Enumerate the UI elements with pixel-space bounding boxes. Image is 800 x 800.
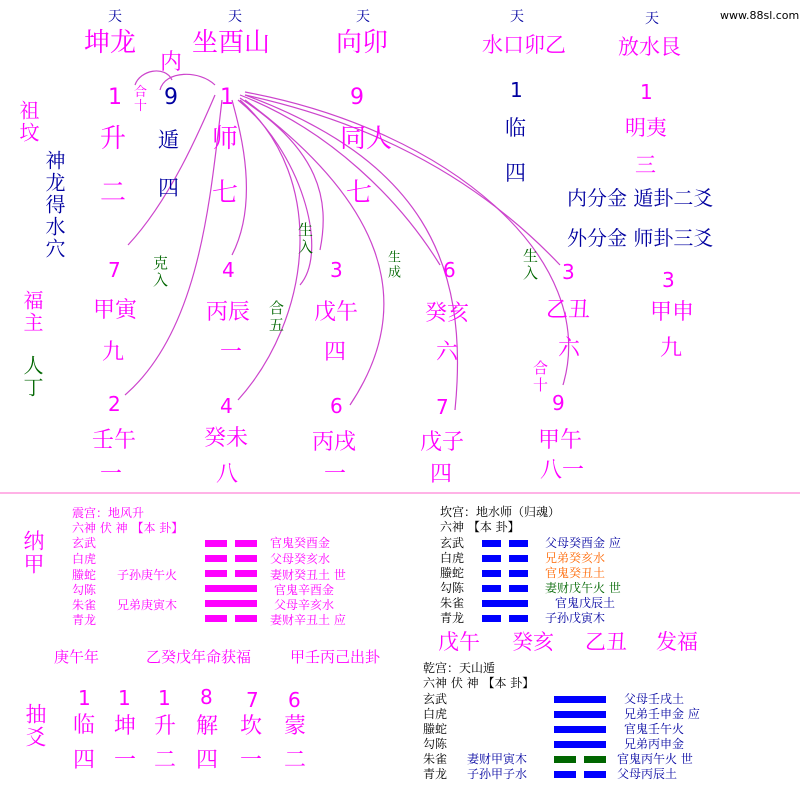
title-fangshui: 放水艮	[618, 35, 681, 59]
bot-y-4: 四	[430, 462, 453, 487]
qian-header: 六神 伏 神 【本 卦】	[423, 676, 535, 690]
tian-4: 天	[510, 9, 524, 25]
title-kunlong: 坤龙	[84, 28, 137, 58]
qian-god: 玄武	[423, 692, 448, 706]
zhen-line: 官鬼癸酉金	[270, 536, 331, 550]
year-a: 庚午年	[54, 648, 100, 666]
qian-line: 兄弟壬申金 应	[624, 707, 700, 721]
mark-hewu: 合五	[267, 300, 285, 334]
cy-y-1: 四	[73, 748, 96, 773]
kan-line: 官鬼癸丑土	[545, 566, 606, 580]
cy-num-3: 1	[158, 686, 171, 710]
label-shenlong: 神龙得水穴	[42, 150, 66, 260]
mid-y-3: 四	[324, 340, 347, 365]
zhen-line: 父母癸亥水	[270, 552, 331, 566]
gua-tongren: 同人	[340, 124, 393, 154]
yun-col2: 七	[212, 178, 239, 208]
zhen-god: 朱雀	[72, 598, 97, 612]
cy-num-1: 1	[78, 686, 91, 710]
yun-col1b: 四	[158, 176, 179, 200]
gua-shi: 师	[212, 124, 239, 154]
zhen-line: 妻财辛丑土 应	[270, 613, 346, 627]
bot-num-5: 9	[552, 391, 565, 415]
cy-y-6: 二	[284, 748, 307, 773]
tian-2: 天	[228, 9, 242, 25]
kan-line: 妻财戊午火 世	[545, 581, 621, 595]
yin-line	[509, 615, 528, 622]
mid-y-1: 九	[102, 340, 125, 365]
kan-god: 勾陈	[440, 581, 465, 595]
zhen-fu: 子孙庚午火	[117, 568, 178, 582]
mid-gz-3: 戊午	[314, 300, 359, 325]
yin-line	[482, 540, 501, 547]
bot-gz-5: 甲午	[538, 428, 583, 453]
label-fuzhu: 福主	[20, 290, 44, 334]
mid-y-2: 一	[220, 340, 243, 365]
year-b: 乙癸戊年命获福	[146, 648, 252, 666]
cy-gua-3: 升	[154, 714, 177, 739]
col1-num: 1	[108, 85, 122, 110]
yang-line	[554, 711, 606, 718]
qian-god: 白虎	[423, 707, 448, 721]
zhen-god: 螣蛇	[72, 568, 97, 582]
curve-6	[238, 100, 312, 285]
zhen-line: 妻财癸丑土 世	[270, 568, 346, 582]
gua-lin: 临	[505, 116, 526, 140]
yin-line	[554, 756, 576, 763]
mark-shengcheng: 生成	[385, 250, 400, 280]
bot-y-3: 一	[324, 462, 347, 487]
kan-god: 螣蛇	[440, 566, 465, 580]
kan-line: 兄弟癸亥水	[545, 551, 606, 565]
cy-num-2: 1	[118, 686, 131, 710]
cy-y-3: 二	[154, 748, 177, 773]
yun-col4: 四	[505, 161, 526, 185]
kan-header: 六神 【本 卦】	[440, 520, 520, 534]
qian-line: 父母丙辰土	[617, 767, 678, 781]
mark-keru: 克入	[151, 255, 169, 289]
zhen-god: 青龙	[72, 613, 97, 627]
mid-y-4: 六	[436, 340, 459, 365]
label-zufen: 祖坟	[16, 100, 40, 144]
nei-fenjin: 内分金 遁卦二爻	[567, 186, 714, 210]
zhen-god: 玄武	[72, 536, 97, 550]
qian-palace: 乾宫：天山遁	[423, 661, 496, 675]
cy-gua-2: 坤	[114, 714, 137, 739]
yin-line	[235, 615, 257, 622]
watermark: www.88sl.com	[720, 9, 800, 22]
qian-god: 青龙	[423, 767, 448, 781]
bot-gz-1: 壬午	[92, 428, 137, 453]
mid-num-1: 7	[108, 258, 121, 282]
title-shuikou: 水口卯乙	[482, 33, 566, 57]
yin-line	[554, 771, 576, 778]
year-c: 甲壬丙己出卦	[290, 648, 381, 666]
mid-num-2: 4	[222, 258, 235, 282]
gua-mingyi: 明夷	[625, 116, 667, 140]
mid-gz-1: 甲寅	[93, 298, 138, 323]
label-najia: 纳甲	[21, 530, 45, 576]
cy-num-6: 6	[288, 688, 301, 712]
yin-line	[584, 771, 606, 778]
qian-god: 勾陈	[423, 737, 448, 751]
col1-num2: 9	[164, 85, 178, 110]
tian-1: 天	[108, 9, 122, 25]
mid-gz-4: 癸亥	[425, 301, 470, 326]
mid-num-3: 3	[330, 258, 343, 282]
yang-line	[554, 726, 606, 733]
cy-y-5: 一	[240, 748, 263, 773]
mark-heshi: 合十	[531, 360, 549, 394]
label-chouyao: 抽爻	[23, 703, 47, 749]
bot-num-2: 4	[220, 394, 233, 418]
yin-line	[235, 540, 257, 547]
zhen-line: 父母辛亥水	[274, 598, 335, 612]
gua-dun: 遁	[158, 128, 179, 152]
bot-y-5: 八一	[540, 458, 585, 483]
yang-line	[554, 696, 606, 703]
bot-num-4: 7	[436, 395, 449, 419]
yin-line	[482, 585, 501, 592]
cy-num-5: 7	[246, 688, 259, 712]
mid-gz-2: 丙辰	[206, 300, 251, 325]
kan-god: 青龙	[440, 611, 465, 625]
mark-shengru-2: 生入	[521, 248, 539, 282]
yang-line	[205, 600, 257, 607]
bot-gz-2: 癸未	[204, 426, 249, 451]
mid-num-6: 3	[662, 268, 675, 292]
yin-line	[584, 756, 606, 763]
bot-num-3: 6	[330, 394, 343, 418]
cy-gua-5: 坎	[240, 714, 263, 739]
mid-gz-6: 甲申	[650, 300, 695, 325]
zhen-line: 官鬼辛酉金	[274, 583, 335, 597]
yang-line	[205, 585, 257, 592]
fortune-3: 乙丑	[585, 630, 627, 654]
yin-line	[509, 540, 528, 547]
zhen-palace: 震宫：地风升	[72, 506, 145, 520]
kan-line: 父母癸酉金 应	[545, 536, 621, 550]
label-nei: 内	[160, 50, 183, 75]
title-zuoyoushan: 坐酉山	[192, 28, 271, 58]
zhen-god: 勾陈	[72, 583, 97, 597]
fortune-2: 癸亥	[512, 630, 554, 654]
yin-line	[205, 570, 227, 577]
kan-line: 官鬼戊辰土	[555, 596, 616, 610]
cy-num-4: 8	[200, 685, 213, 709]
cy-gua-4: 解	[196, 714, 219, 739]
col3-num: 9	[350, 85, 364, 110]
qian-line: 官鬼壬午火	[624, 722, 685, 736]
yun-col1: 二	[100, 178, 127, 208]
bot-y-2: 八	[216, 462, 239, 487]
qian-god: 螣蛇	[423, 722, 448, 736]
kan-god: 朱雀	[440, 596, 465, 610]
fortune-1: 戊午	[438, 630, 480, 654]
col5-num: 1	[640, 80, 653, 104]
yin-line	[205, 615, 227, 622]
label-rending: 人丁	[20, 355, 44, 399]
qian-fu: 子孙甲子水	[467, 767, 528, 781]
bot-gz-4: 戊子	[420, 430, 465, 455]
fortune-4: 发福	[656, 630, 698, 654]
qian-line: 官鬼丙午火 世	[617, 752, 693, 766]
mid-num-4: 6	[443, 258, 456, 282]
zhen-god: 白虎	[72, 552, 97, 566]
yin-line	[205, 540, 227, 547]
curve-group	[125, 71, 569, 410]
qian-line: 兄弟丙申金	[624, 737, 685, 751]
gua-sheng: 升	[100, 124, 127, 154]
cy-y-4: 四	[196, 748, 219, 773]
kan-god: 白虎	[440, 551, 465, 565]
mid-y-6: 九	[660, 336, 683, 361]
kan-line: 子孙戊寅木	[545, 611, 606, 625]
yin-line	[482, 570, 501, 577]
yin-line	[235, 570, 257, 577]
cy-y-2: 一	[114, 748, 137, 773]
col2-num: 1	[220, 85, 234, 110]
yang-line	[554, 741, 606, 748]
yun-col3: 七	[346, 178, 373, 208]
bot-gz-3: 丙戌	[312, 430, 357, 455]
yang-line	[482, 600, 528, 607]
kan-god: 玄武	[440, 536, 465, 550]
bot-y-1: 一	[100, 462, 123, 487]
mark-shengru-1: 生入	[296, 222, 314, 256]
mid-num-5: 3	[562, 260, 575, 284]
qian-line: 父母壬戌土	[624, 692, 685, 706]
qian-fu: 妻财甲寅木	[467, 752, 528, 766]
cy-gua-1: 临	[73, 713, 96, 738]
yin-line	[509, 555, 528, 562]
mid-gz-5: 乙丑	[546, 298, 591, 323]
zhen-header: 六神 伏 神 【本 卦】	[72, 521, 184, 535]
zhen-fu: 兄弟庚寅木	[117, 598, 178, 612]
cy-gua-6: 蒙	[284, 714, 307, 739]
yin-line	[235, 555, 257, 562]
yin-line	[509, 585, 528, 592]
col4-num: 1	[510, 78, 523, 102]
wai-fenjin: 外分金 师卦三爻	[567, 226, 714, 250]
yin-line	[482, 555, 501, 562]
he-shi-top: 合 十	[134, 85, 148, 115]
curve-8	[238, 100, 300, 400]
tian-5: 天	[645, 11, 659, 27]
curve-1	[128, 95, 215, 245]
kan-palace: 坎宫：地水师（归魂）	[440, 505, 561, 519]
bot-num-1: 2	[108, 392, 121, 416]
qian-god: 朱雀	[423, 752, 448, 766]
tian-3: 天	[356, 9, 370, 25]
yin-line	[205, 555, 227, 562]
yin-line	[482, 615, 501, 622]
mid-y-5: 六	[558, 336, 581, 361]
title-xiangmao: 向卯	[336, 28, 389, 58]
yun-col5: 三	[635, 153, 656, 177]
yin-line	[509, 570, 528, 577]
